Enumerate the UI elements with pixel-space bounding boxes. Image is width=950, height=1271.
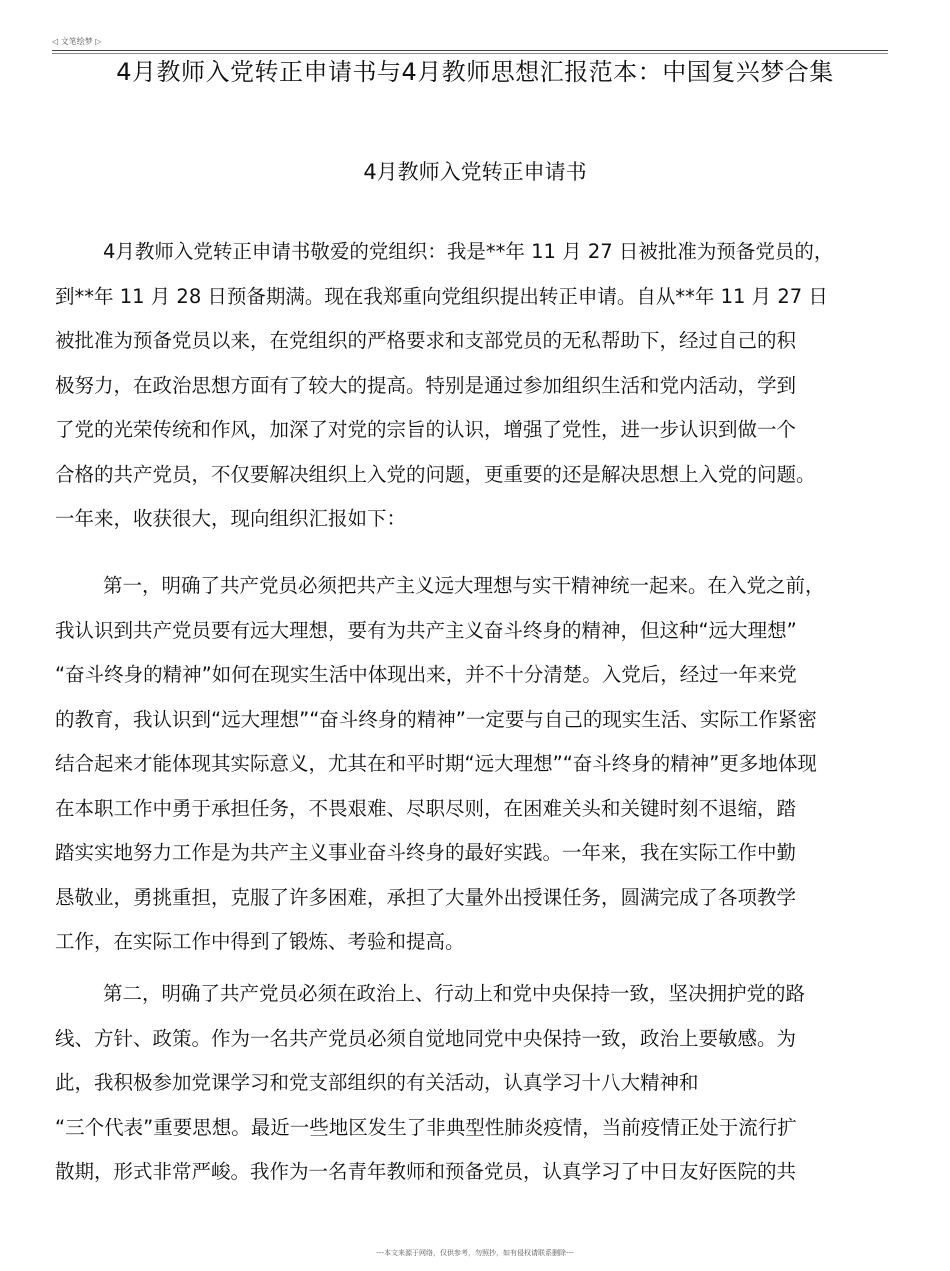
header-divider-thin xyxy=(52,53,888,54)
text-line: 第二，明确了共产党员必须在政治上、行动上和党中央保持一致，坚决拥护党的路 xyxy=(103,982,806,1005)
text-line: 合格的共产党员，不仅要解决组织上入党的问题，更重要的还是解决思想上入党的问题。 xyxy=(55,462,816,486)
paragraph-1 xyxy=(55,230,895,542)
header-divider xyxy=(52,50,888,51)
section-title: 4月教师入党转正申请书 xyxy=(363,160,587,184)
text-line: 踏实实地努力工作是为共产主义事业奋斗终身的最好实践。一年来，我在实际工作中勤 xyxy=(55,841,797,864)
text-line: 到**年 11 月 28 日预备期满。现在我郑重向党组织提出转正申请。自从**年 11 月 27 日 xyxy=(55,284,828,308)
text-line: 恳敬业，勇挑重担，克服了许多困难，承担了大量外出授课任务，圆满完成了各项教学 xyxy=(55,885,797,909)
text-line: 在本职工作中勇于承担任务，不畏艰难、尽职尽则，在困难关头和关键时刻不退缩，踏 xyxy=(55,796,797,820)
text-line: 4月教师入党转正申请书敬爱的党组织：我是**年 11 月 27 日被批准为预备党员的， xyxy=(103,240,834,263)
text-line: 的教育，我认识到“远大理想”“奋斗终身的精神”一定要与自己的现实生活、实际工作紧密 xyxy=(55,707,817,731)
text-line: “三个代表”重要思想。最近一些地区发生了非典型性肺炎疫情，当前疫情正处于流行扩 xyxy=(55,1115,797,1139)
text-line: 工作，在实际工作中得到了锻炼、考验和提高。 xyxy=(55,930,465,953)
footer-disclaimer: ---本文来源于网络，仅供参考，勿照抄，如有侵权请联系删除--- xyxy=(376,1249,574,1257)
text-line: 第一，明确了共产党员必须把共产主义远大理想与实干精神统一起来。在入党之前， xyxy=(103,574,825,597)
document-title: 4月教师入党转正申请书与4月教师思想汇报范本：中国复兴梦合集 xyxy=(116,58,834,86)
text-line: 结合起来才能体现其实际意义，尤其在和平时期“远大理想”“奋斗终身的精神”更多地体现 xyxy=(55,752,817,775)
header-watermark: ◁ 文笔绘梦 ▷ xyxy=(52,37,102,46)
paragraph-3 xyxy=(55,972,895,1195)
text-line: 极努力，在政治思想方面有了较大的提高。特别是通过参加组织生活和党内活动，学到 xyxy=(55,373,797,397)
text-line: 散期，形式非常严峻。我作为一名青年教师和预备党员，认真学习了中日友好医院的共 xyxy=(55,1160,797,1183)
text-line: 我认识到共产党员要有远大理想，要有为共产主义奋斗终身的精神，但这种“远大理想” xyxy=(55,618,797,642)
text-line: “奋斗终身的精神”如何在现实生活中体现出来，并不十分清楚。入党后，经过一年来党 xyxy=(55,663,797,686)
text-line: 被批准为预备党员以来，在党组织的严格要求和支部党员的无私帮助下，经过自己的积 xyxy=(55,329,797,352)
text-line: 此，我积极参加党课学习和党支部组织的有关活动，认真学习十八大精神和 xyxy=(55,1071,699,1094)
text-line: 了党的光荣传统和作风，加深了对党的宗旨的认识，增强了党性，进一步认识到做一个 xyxy=(55,418,797,441)
text-line: 一年来，收获很大，现向组织汇报如下： xyxy=(55,507,407,530)
paragraph-2 xyxy=(55,564,895,965)
text-line: 线、方针、政策。作为一名共产党员必须自觉地同党中央保持一致，政治上要敏感。为 xyxy=(55,1026,797,1050)
